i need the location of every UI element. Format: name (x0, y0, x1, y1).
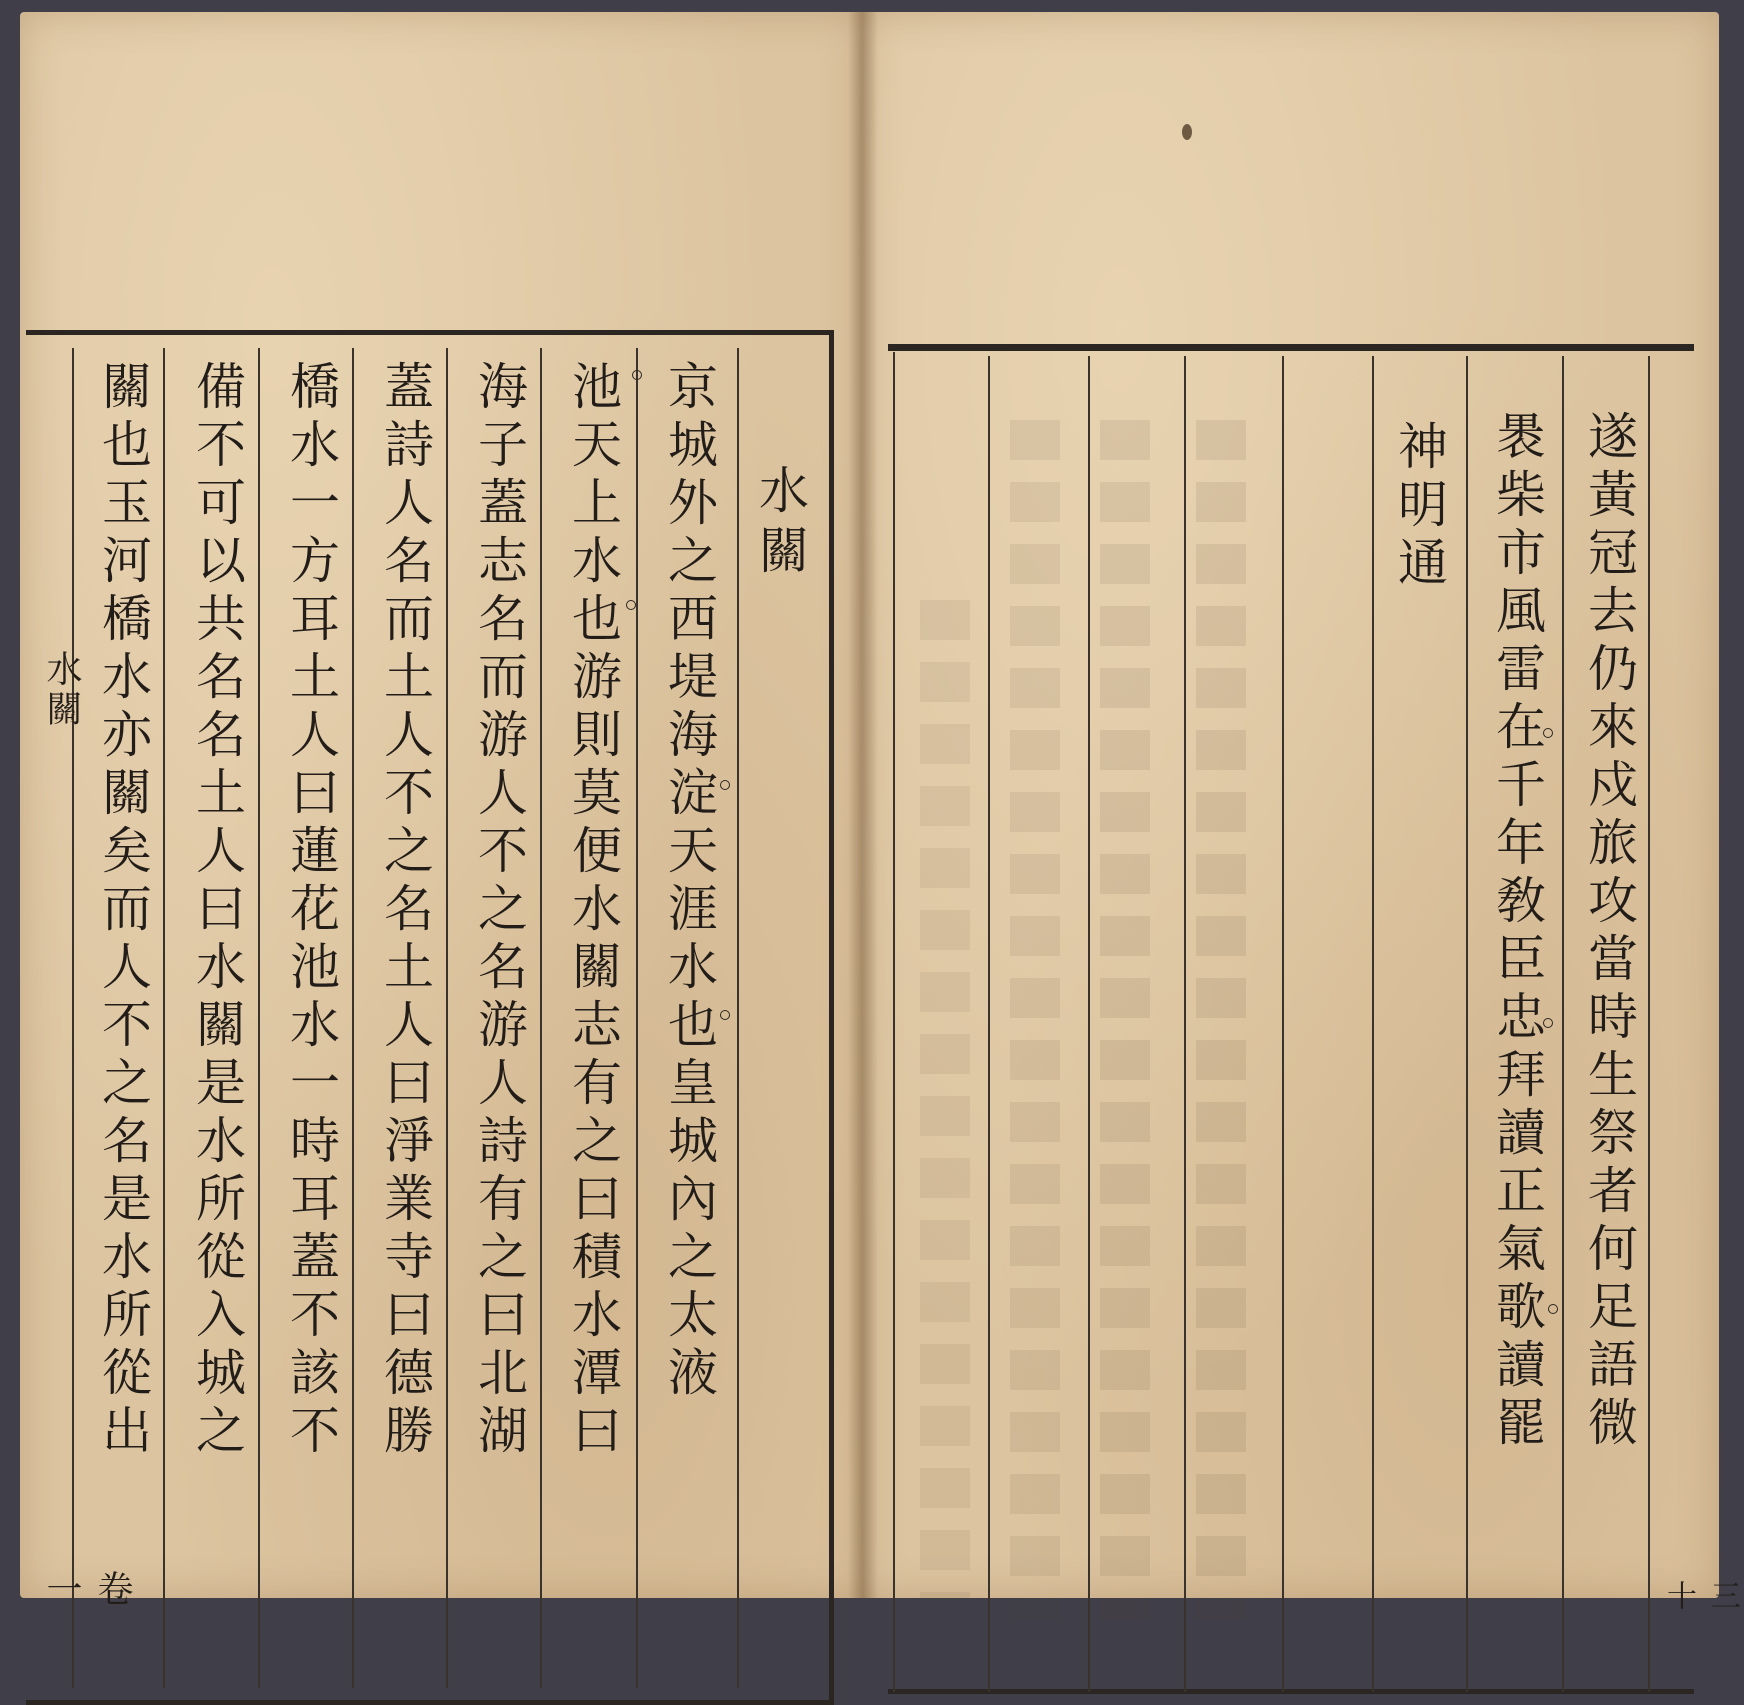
text-column-6: 備不可以共名名土人曰水關是水所從入城之 (188, 360, 246, 1462)
section-heading: 水關 (751, 464, 809, 584)
text-column-2: 褁柴市風雷在千年敎臣忠拜讀正氣歌讀罷 (1488, 410, 1546, 1454)
text-column-3: 神明通 (1390, 420, 1448, 594)
text-column-1: 遂黃冠去仍來戍旅攻當時生祭者何足語微 (1580, 410, 1638, 1454)
column-rule (163, 348, 165, 1688)
punctuation-circle (1543, 728, 1553, 738)
margin-title: 水關 (41, 650, 82, 730)
column-rule (1562, 356, 1564, 1692)
column-rule (1372, 356, 1374, 1692)
text-column-7: 關也玉河橋水亦關矣而人不之名是水所從出 (94, 360, 152, 1462)
column-rule (72, 348, 74, 1688)
column-rule (1184, 356, 1186, 1692)
show-through-texture (1196, 420, 1246, 1620)
text-column-3: 海子蓋志名而游人不之名游人詩有之曰北湖 (470, 360, 528, 1462)
punctuation-circle (720, 780, 730, 790)
column-rule (258, 348, 260, 1688)
show-through-texture (920, 600, 970, 1600)
show-through-texture (1100, 420, 1150, 1620)
text-column-1: 京城外之西堤海淀天涯水也皇城內之太液 (660, 360, 718, 1404)
punctuation-circle (1543, 1018, 1553, 1028)
show-through-texture (1010, 420, 1060, 1620)
column-rule (446, 348, 448, 1688)
column-rule (352, 348, 354, 1688)
punctuation-circle (720, 1010, 730, 1020)
text-column-5: 橋水一方耳土人曰蓮花池水一時耳蓋不該不 (282, 360, 340, 1462)
column-rule (737, 348, 739, 1688)
book-gutter (848, 12, 878, 1598)
text-column-4: 蓋詩人名而土人不之名土人曰淨業寺曰德勝 (376, 360, 434, 1462)
margin-volume: 卷一 (41, 1570, 133, 1610)
right-text-block (888, 344, 1694, 1694)
column-rule (1282, 356, 1284, 1692)
column-rule (540, 348, 542, 1688)
column-rule (1466, 356, 1468, 1692)
folio-number: 三十 (1661, 1580, 1740, 1614)
punctuation-circle (632, 370, 642, 380)
column-rule (1648, 356, 1650, 1692)
column-rule (893, 352, 895, 1692)
ink-spot (1182, 124, 1192, 140)
text-column-2: 池天上水也游則莫便水關志有之曰積水潭曰 (564, 360, 622, 1462)
column-rule (988, 356, 990, 1692)
punctuation-circle (1548, 1304, 1558, 1314)
column-rule (636, 348, 638, 1688)
column-rule (1088, 356, 1090, 1692)
punctuation-circle (626, 600, 636, 610)
